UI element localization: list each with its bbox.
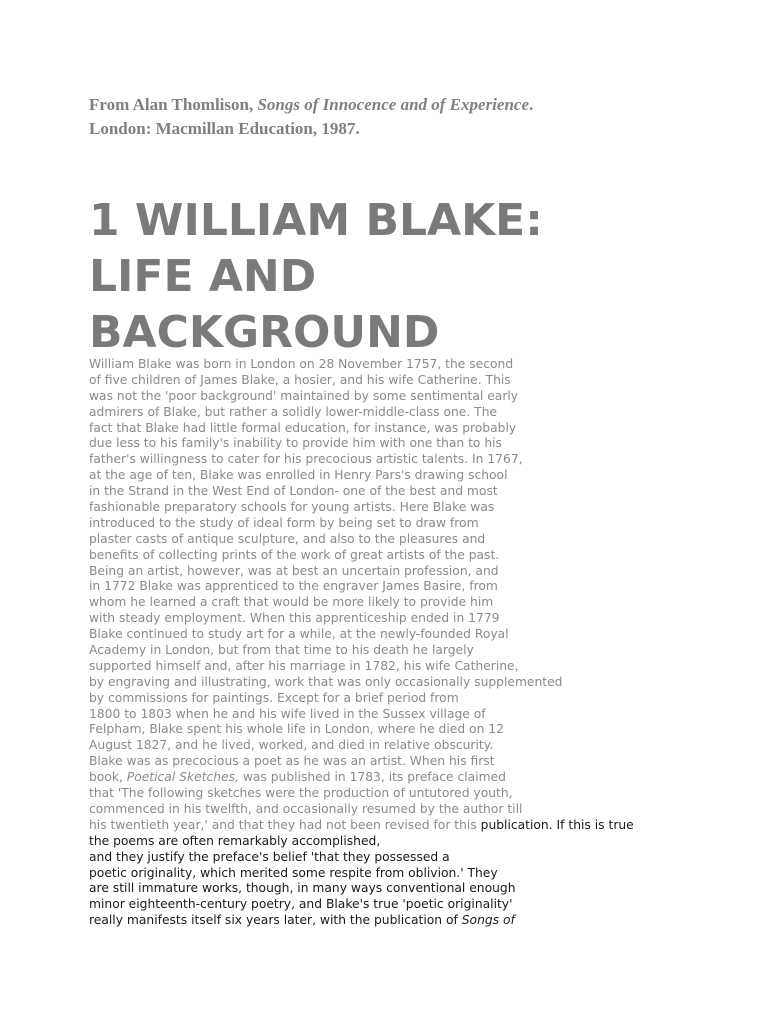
source-citation	[89, 93, 533, 141]
body-line: and they justify the preface's belief 'that they possessed a	[89, 849, 450, 864]
body-line	[89, 770, 634, 786]
body-line: due less to his family's inability to provide him with one than to his	[89, 436, 502, 451]
citation-line-1	[89, 93, 533, 117]
body-line	[89, 818, 634, 834]
citation-prefix: From Alan Thomlison,	[89, 95, 258, 114]
body-line: whom he learned a craft that would be more likely to provide him	[89, 595, 494, 610]
body-line: the poems are often remarkably accomplished,	[89, 833, 381, 848]
chapter-title	[89, 193, 543, 361]
citation-line-2: London: Macmillan Education, 1987.	[89, 119, 360, 138]
body-line: in the Strand in the West End of London- one of the best and most	[89, 484, 498, 499]
body-line: Blake continued to study art for a while, at the newly-founded Royal	[89, 627, 509, 642]
poetical-sketches-title: Poetical Sketches,	[126, 770, 239, 785]
body-line: Felpham, Blake spent his whole life in London, where he died on 12	[89, 722, 504, 737]
body-line: introduced to the study of ideal form by being set to draw from	[89, 515, 479, 530]
body-line: by engraving and illustrating, work that was only occasionally supplemented	[89, 674, 563, 689]
body-line-part: really manifests itself six years later, with the publication of	[89, 913, 462, 928]
chapter-title-line: LIFE AND	[89, 251, 317, 302]
body-line: William Blake was born in London on 28 November 1757, the second	[89, 357, 514, 371]
body-line: was not the 'poor background' maintained by some sentimental early	[89, 388, 519, 403]
body-line: in 1772 Blake was apprenticed to the engraver James Basire, from	[89, 579, 498, 594]
chapter-title-line: 1 WILLIAM BLAKE:	[89, 195, 543, 246]
body-line: minor eighteenth-century poetry, and Blake's true 'poetic originality'	[89, 897, 513, 912]
chapter-title-line: BACKGROUND	[89, 307, 440, 358]
body-line: at the age of ten, Blake was enrolled in Henry Pars's drawing school	[89, 468, 508, 483]
body-line: by commissions for paintings. Except for a brief period from	[89, 690, 459, 705]
body-line: supported himself and, after his marriage in 1782, his wife Catherine,	[89, 658, 519, 673]
body-line: Academy in London, but from that time to his death he largely	[89, 643, 474, 658]
body-line: benefits of collecting prints of the work of great artists of the past.	[89, 547, 500, 562]
body-line-part: his twentieth year,' and that they had not been revised for this	[89, 817, 481, 832]
songs-of-title: Songs of	[461, 913, 515, 928]
body-line: Being an artist, however, was at best an uncertain profession, and	[89, 563, 499, 578]
body-text	[89, 357, 634, 929]
body-line: with steady employment. When this apprenticeship ended in 1779	[89, 611, 500, 626]
body-line	[89, 913, 634, 929]
body-line: that 'The following sketches were the production of untutored youth,	[89, 786, 513, 801]
body-line: fashionable preparatory schools for young artists. Here Blake was	[89, 500, 495, 515]
body-line: poetic originality, which merited some respite from oblivion.' They	[89, 865, 498, 880]
citation-book-title: Songs of Innocence and of Experience	[257, 95, 529, 114]
body-line-part: book,	[89, 770, 127, 785]
body-line: are still immature works, though, in many ways conventional enough	[89, 881, 516, 896]
body-line: fact that Blake had little formal education, for instance, was probably	[89, 420, 517, 435]
body-line-part: was published in 1783, its preface claimed	[238, 770, 506, 785]
body-line-part-dark: publication. If this is true	[480, 817, 634, 832]
body-line: of five children of James Blake, a hosier, and his wife Catherine. This	[89, 372, 511, 387]
body-line: 1800 to 1803 when he and his wife lived in the Sussex village of	[89, 706, 486, 721]
body-line: commenced in his twelfth, and occasionally resumed by the author till	[89, 801, 523, 816]
body-line: father's willingness to cater for his precocious artistic talents. In 1767,	[89, 452, 523, 467]
body-line: admirers of Blake, but rather a solidly lower-middle-class one. The	[89, 404, 498, 419]
body-line: August 1827, and he lived, worked, and died in relative obscurity.	[89, 738, 494, 753]
citation-suffix: .	[529, 95, 534, 114]
body-line: plaster casts of antique sculpture, and also to the pleasures and	[89, 531, 486, 546]
body-line: Blake was as precocious a poet as he was an artist. When his first	[89, 754, 495, 769]
